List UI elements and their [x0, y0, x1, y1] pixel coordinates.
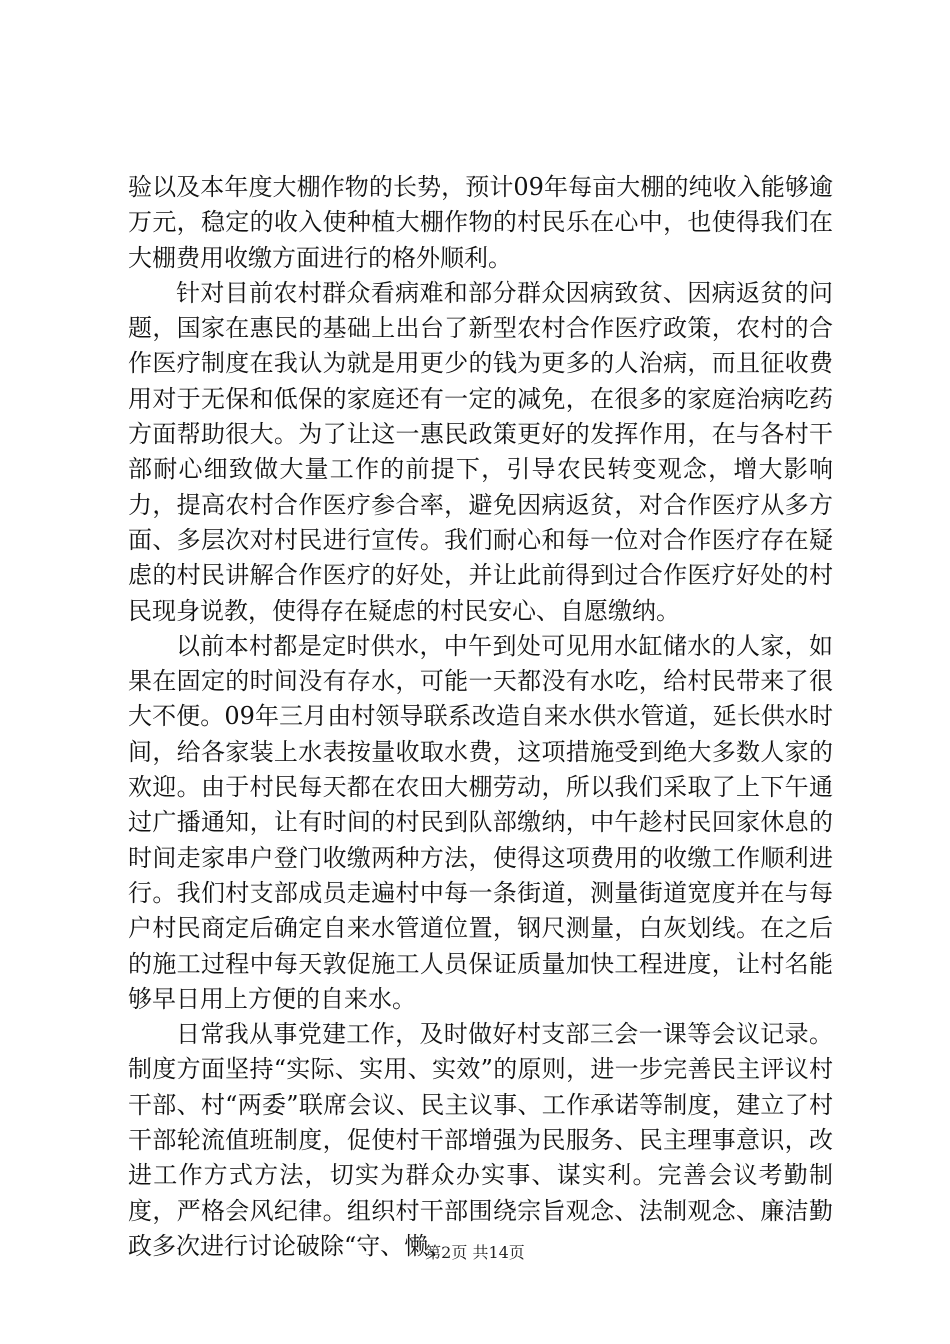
page-number-footer: 第2页 共14页: [425, 1243, 525, 1262]
paragraph-2: 针对目前农村群众看病难和部分群众因病致贫、因病返贫的问题，国家在惠民的基础上出台了新型农村合作医疗政策，农村的合作医疗制度在我认为就是用更少的钱为更多的人治病，而且征收费用对于无保和低保的家庭还有一定的减免，在很多的家庭治病吃药方面帮助很大。为了让这一惠民政策更好的发挥作用，在与各村干部耐心细致做大量工作的前提下，引导农民转变观念，增大影响力，提高农村合作医疗参合率，避免因病返贫，对合作医疗从多方面、多层次对村民进行宣传。我们耐心和每一位对合作医疗存在疑虑的村民讲解合作医疗的好处，并让此前得到过合作医疗好处的村民现身说教，使得存在疑虑的村民安心、自愿缴纳。: [128, 278, 833, 625]
paragraph-4: 日常我从事党建工作，及时做好村支部三会一课等会议记录。制度方面坚持“实际、实用、实效”的原则，进一步完善民主评议村干部、村“两委”联席会议、民主议事、工作承诺等制度，建立了村干部轮流值班制度，促使村干部增强为民服务、民主理事意识，改进工作方式方法，切实为群众办实事、谋实利。完善会议考勤制度，严格会风纪律。组织村干部围绕宗旨观念、法制观念、廉洁勤政多次进行讨论破除“守、懒、: [128, 1020, 833, 1260]
document-body: [128, 170, 833, 1264]
paragraph-1: 验以及本年度大棚作物的长势，预计09年每亩大棚的纯收入能够逾万元，稳定的收入使种植大棚作物的村民乐在心中，也使得我们在大棚费用收缴方面进行的格外顺利。: [128, 173, 833, 272]
paragraph-3: 以前本村都是定时供水，中午到处可见用水缸储水的人家，如果在固定的时间没有存水，可能一天都没有水吃，给村民带来了很大不便。09年三月由村领导联系改造自来水供水管道，延长供水时间，给各家装上水表按量收取水费，这项措施受到绝大多数人家的欢迎。由于村民每天都在农田大棚劳动，所以我们采取了上下午通过广播通知，让有时间的村民到队部缴纳，中午趁村民回家休息的时间走家串户登门收缴两种方法，使得这项费用的收缴工作顺利进行。我们村支部成员走遍村中每一条街道，测量街道宽度并在与每户村民商定后确定自来水管道位置，钢尺测量，白灰划线。在之后的施工过程中每天敦促施工人员保证质量加快工程进度，让村名能够早日用上方便的自来水。: [128, 631, 833, 1013]
